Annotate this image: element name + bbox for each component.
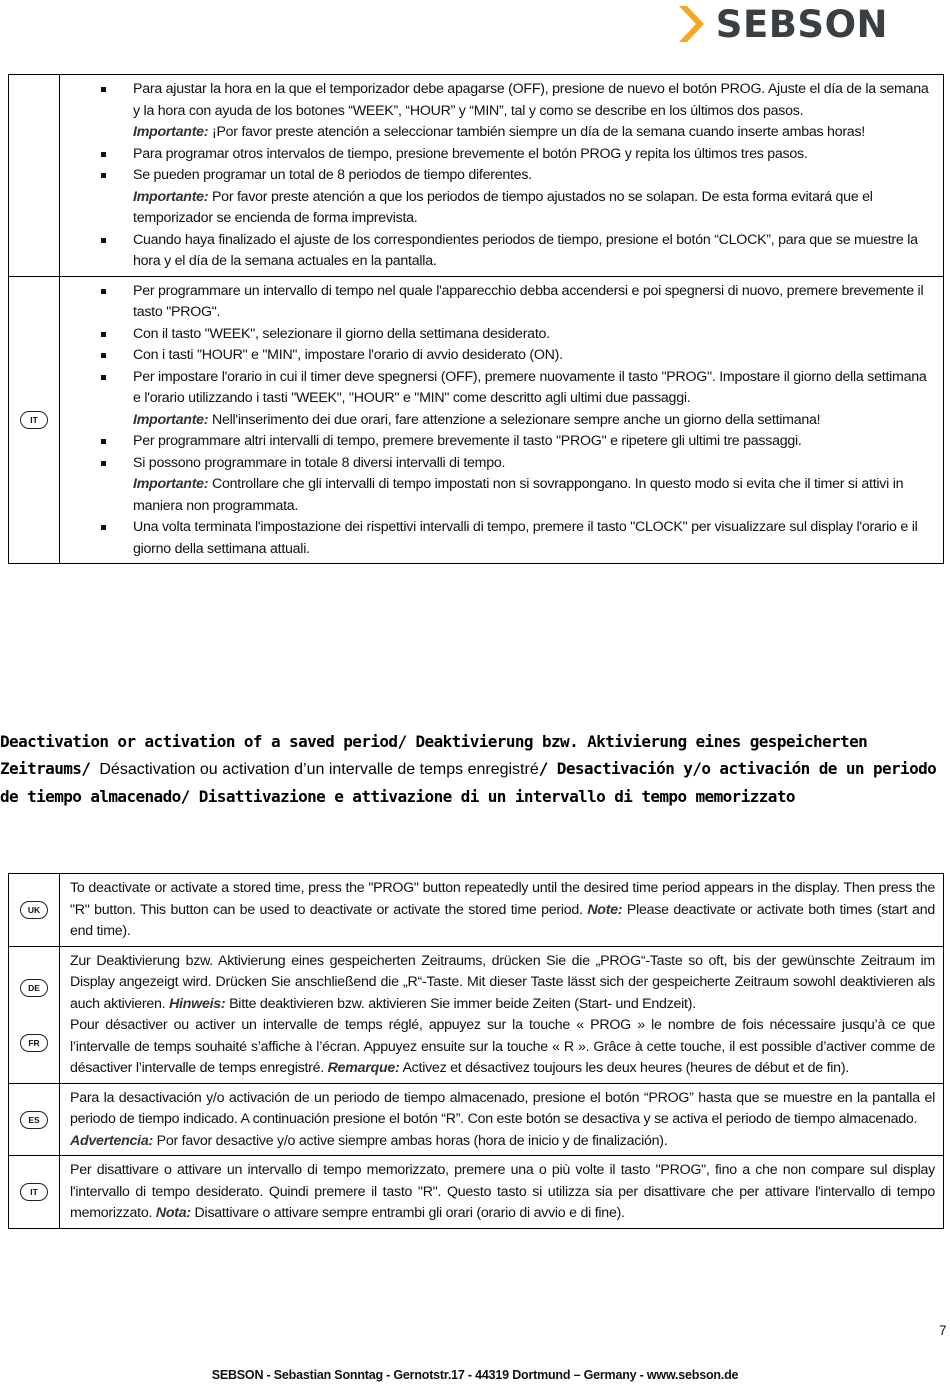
page-footer: SEBSON - Sebastian Sonntag - Gernotstr.17 - 44319 Dortmund – Germany - www.sebson.de bbox=[211, 1368, 739, 1382]
note-label: Hinweis: bbox=[169, 995, 226, 1012]
list-item: Per programmare un intervallo di tempo nel quale l'apparecchio debba accendersi e poi spegnersi di nuovo, premere brevemente il tasto "PROG". bbox=[60, 281, 933, 324]
instructions-table-bottom bbox=[8, 873, 944, 1229]
text-cell-it bbox=[60, 276, 944, 564]
table-row-de-fr bbox=[9, 946, 944, 1083]
flag-it-icon: IT bbox=[20, 411, 48, 429]
note-text: Disattivare o attivare sempre entrambi gli orari (orario di avvio e di fine). bbox=[190, 1205, 625, 1221]
page-number: 7 bbox=[939, 1323, 947, 1338]
note-label: Importante: bbox=[133, 124, 209, 140]
list-item: Per impostare l'orario in cui il timer deve spegnersi (OFF), premere nuovamente il tasto "PROG". Impostare il giorno della settimana e l'orario utilizzando i tasti "WEEK", "HOUR" e "MIN" come descritto agli ultimi due passaggi. bbox=[60, 367, 933, 410]
text-cell bbox=[60, 946, 944, 1083]
note-paragraph bbox=[60, 474, 933, 517]
list-item: Para ajustar la hora en la que el temporizador debe apagarse (OFF), presione de nuevo el botón PROG. Ajuste el día de la semana y la hora con ayuda de los botones “WEEK”, “HOUR” y “MIN”, tal y como se describe en los últimos dos pasos. bbox=[60, 79, 933, 122]
flag-es-icon: ES bbox=[20, 1111, 48, 1129]
list-item: Una volta terminata l'impostazione dei rispettivi intervalli di tempo, premere il tasto "CLOCK" per visualizzare sul display l'orario e il giorno della settimana attuali. bbox=[60, 517, 933, 560]
list-item: Para programar otros intervalos de tiempo, presione brevemente el botón PROG y repita los últimos tres pasos. bbox=[60, 144, 933, 166]
note-text: Please deactivate or activate both times (start and end time). bbox=[70, 901, 935, 939]
note-label: Note: bbox=[587, 901, 623, 918]
row-text: To deactivate or activate a stored time, press the "PROG" button repeatedly until the desired time period appears in the display. Then press the "R" button. This button can be used to deactivate or activate the stored time period. bbox=[70, 880, 935, 918]
flag-cell bbox=[9, 1156, 60, 1229]
text-cell bbox=[60, 1083, 944, 1156]
text-cell-es bbox=[60, 75, 944, 277]
note-text: Activez et désactivez toujours les deux heures (heures de début et de fin). bbox=[399, 1060, 849, 1076]
heading-part: Deactivation or activation of a saved period/ Deaktivierung bzw. Aktivierung eines gespeicherten Zeitraums/ bbox=[0, 732, 868, 778]
note-label: Nota: bbox=[155, 1205, 191, 1221]
heading-part: / Desactivación y/o activación de un periodo de tiempo almacenado/ Disattivazione e attivazione di un intervallo di tempo memorizzato bbox=[0, 759, 937, 806]
note-label: Importante: bbox=[133, 188, 209, 205]
sebson-logo bbox=[676, 4, 888, 44]
list-item: Per programmare altri intervalli di tempo, premere brevemente il tasto "PROG" e ripetere gli ultimi tre passaggi. bbox=[60, 431, 933, 453]
flag-cell bbox=[9, 276, 60, 564]
flag-cell bbox=[9, 874, 60, 947]
row-text-fr bbox=[70, 1015, 935, 1080]
table-row-uk bbox=[9, 874, 944, 947]
flag-de-icon: DE bbox=[20, 979, 48, 997]
table-row-it bbox=[9, 1156, 944, 1229]
row-text: Zur Deaktivierung bzw. Aktivierung eines gespeicherten Zeitraums, drücken Sie die „PROG“-Taste so oft, bis der gewünschte Zeitraum im Display angezeigt wird. Drücken Sie anschließend die „R“-Taste. Mit dieser Taste lässt sich der gespeicherte Zeitraum sowohl deaktivieren als auch aktivieren. bbox=[70, 952, 935, 1012]
row-text: Per disattivare o attivare un intervallo di tempo memorizzato, premere una o più volte il tasto "PROG", fino a che non compare sul display l'intervallo di tempo desiderato. Quindi premere il tasto "R". Questo tasto si utilizza sia per disattivare che per attivare l'intervallo di tempo memorizzato. bbox=[70, 1162, 935, 1221]
note-text: Controllare che gli intervalli di tempo impostati non si sovrappongano. In questo modo si evita che il timer si attivi in maniera non programmata. bbox=[133, 476, 904, 514]
note-text: ¡Por favor preste atención a seleccionar también siempre un día de la semana cuando inserte ambas horas! bbox=[208, 124, 865, 140]
note-paragraph bbox=[60, 187, 933, 230]
note-text: Por favor desactive y/o active siempre ambas horas (hora de inicio y de finalización). bbox=[152, 1132, 668, 1149]
note-paragraph bbox=[60, 410, 933, 432]
instructions-table-top bbox=[8, 74, 944, 564]
note-label: Advertencia: bbox=[70, 1132, 153, 1149]
flag-uk-icon: UK bbox=[20, 901, 48, 919]
note-label: Importante: bbox=[133, 411, 209, 428]
table-row-es bbox=[9, 75, 944, 277]
flag-cell-empty bbox=[9, 75, 60, 277]
note-text: Bitte deaktivieren bzw. aktivieren Sie immer beide Zeiten (Start- und Endzeit). bbox=[225, 995, 696, 1012]
list-item: Cuando haya finalizado el ajuste de los correspondientes periodos de tiempo, presione el botón “CLOCK”, para que se muestre la hora y el día de la semana actuales en la pantalla. bbox=[60, 230, 933, 273]
flag-cell bbox=[9, 1083, 60, 1156]
logo-text: SEBSON bbox=[715, 2, 888, 46]
list-item: Con il tasto "WEEK", selezionare il giorno della settimana desiderato. bbox=[60, 324, 933, 346]
list-item: Con i tasti "HOUR" e "MIN", impostare l'orario di avvio desiderato (ON). bbox=[60, 345, 933, 367]
flag-it-icon: IT bbox=[20, 1183, 48, 1201]
row-text-de bbox=[70, 951, 935, 1016]
text-cell bbox=[60, 874, 944, 947]
sebson-logo-icon bbox=[676, 5, 710, 43]
table-row-es bbox=[9, 1083, 944, 1156]
flag-fr-icon: FR bbox=[20, 1034, 48, 1052]
section-heading bbox=[0, 728, 948, 810]
row-text: Pour désactiver ou activer un intervalle de temps réglé, appuyez sur la touche « PROG » le nombre de fois nécessaire jusqu’à ce que l’intervalle de temps souhaité s’affiche à l’écran. Appuyez ensuite sur la touche « R ». Grâce à cette touche, il est possible d’activer comme de désactiver l’intervalle de temps enregistré. bbox=[70, 1017, 935, 1076]
heading-part-fr: Désactivation ou activation d’un intervalle de temps enregistré bbox=[99, 761, 539, 778]
flag-cell bbox=[9, 946, 60, 1083]
note-paragraph bbox=[60, 122, 933, 144]
note-label: Importante: bbox=[133, 476, 209, 492]
note-text: Por favor preste atención a que los periodos de tiempo ajustados no se solapan. De esta forma evitará que el temporizador se encienda de forma imprevista. bbox=[133, 188, 873, 226]
text-cell bbox=[60, 1156, 944, 1229]
table-row-it bbox=[9, 276, 944, 564]
list-item: Si possono programmare in totale 8 diversi intervalli di tempo. bbox=[60, 453, 933, 475]
note-label: Remarque: bbox=[327, 1060, 400, 1076]
note-text: Nell'inserimento dei due orari, fare attenzione a selezionare sempre anche un giorno della settimana! bbox=[208, 411, 821, 428]
row-text: Para la desactivación y/o activación de un periodo de tiempo almacenado, presione el botón “PROG” hasta que se muestre en la pantalla el periodo de tiempo indicado. A continuación presione el botón “R”. Con este botón se desactiva y se activa el periodo de tiempo almacenado. bbox=[70, 1089, 935, 1127]
list-item: Se pueden programar un total de 8 periodos de tiempo diferentes. bbox=[60, 165, 933, 187]
